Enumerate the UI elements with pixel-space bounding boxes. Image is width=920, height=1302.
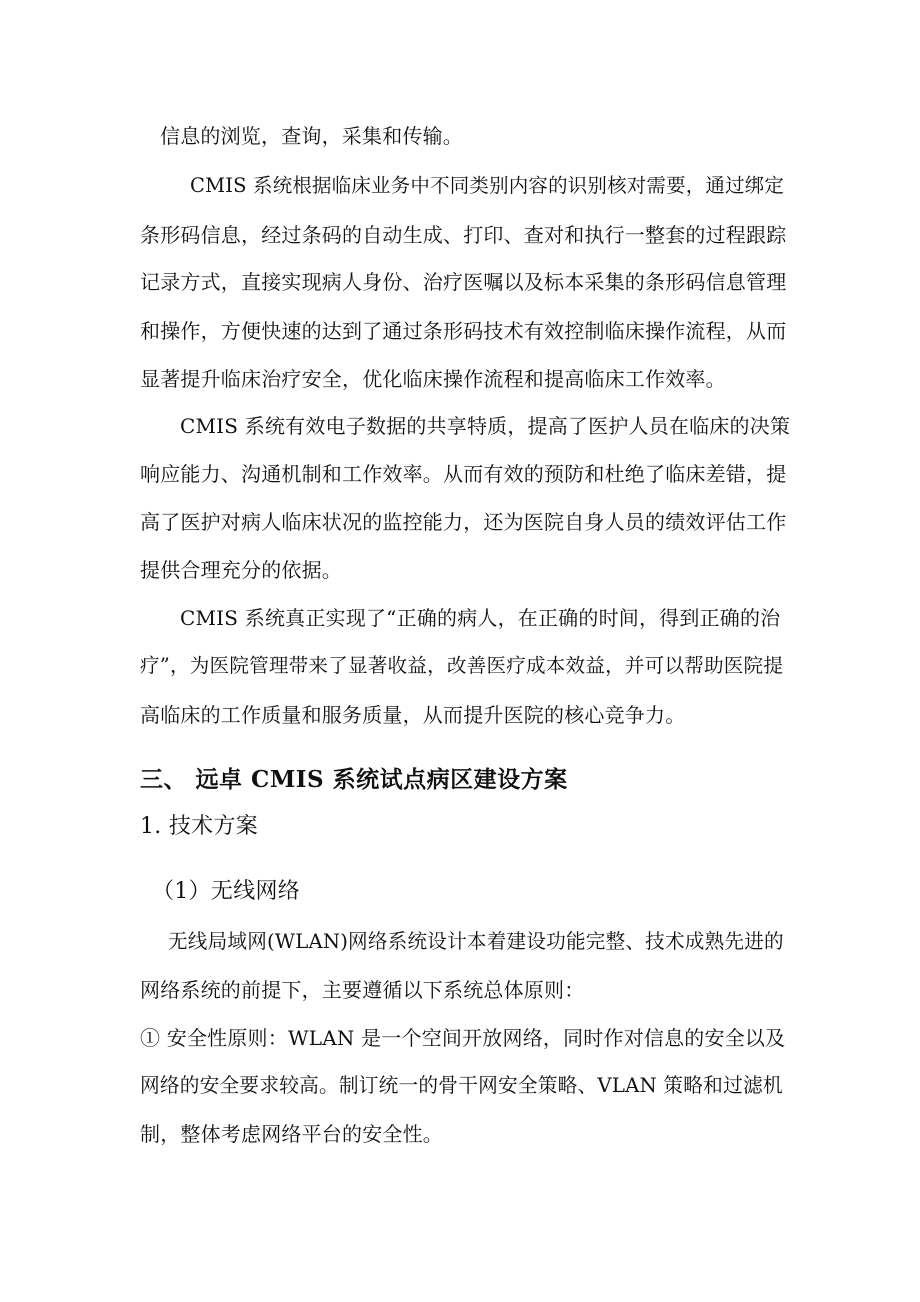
list-item-line: ① 安全性原则：WLAN 是一个空间开放网络，同时作对信息的安全以及 [140, 1026, 786, 1050]
section-heading: 三、 远卓 CMIS 系统试点病区建设方案 [140, 766, 568, 793]
paragraph-line: 记录方式，直接实现病人身份、治疗医嘱以及标本采集的条形码信息管理 [140, 270, 787, 294]
paragraph-line: CMIS 系统根据临床业务中不同类别内容的识别核对需要，通过绑定 [190, 174, 785, 197]
paragraph-line: 疗”，为医院管理带来了显著收益，改善医疗成本效益，并可以帮助医院提 [140, 654, 784, 677]
paragraph-line: 和操作，方便快速的达到了通过条形码技术有效控制临床操作流程，从而 [140, 319, 787, 343]
paragraph-line: 无线局域网(WLAN)网络系统设计本着建设功能完整、技术成熟先进的 [168, 930, 784, 953]
paragraph-line: 条形码信息，经过条码的自动生成、打印、查对和执行一整套的过程跟踪 [140, 223, 787, 247]
paragraph-line: 网络系统的前提下，主要遵循以下系统总体原则： [140, 978, 585, 1002]
paragraph-line: CMIS 系统真正实现了“正确的病人，在正确的时间，得到正确的治 [180, 606, 781, 630]
paragraph-line: 响应能力、沟通机制和工作效率。从而有效的预防和杜绝了临床差错，提 [140, 462, 787, 486]
paragraph-line: 高了医护对病人临床状况的监控能力，还为医院自身人员的绩效评估工作 [140, 510, 787, 534]
paragraph-line: 高临床的工作质量和服务质量，从而提升医院的核心竞争力。 [140, 703, 686, 727]
paragraph-line: CMIS 系统有效电子数据的共享特质，提高了医护人员在临床的决策 [180, 414, 791, 438]
paragraph-line: 显著提升临床治疗安全，优化临床操作流程和提高临床工作效率。 [140, 367, 726, 391]
paragraph-line: 信息的浏览，查询，采集和传输。 [160, 124, 463, 148]
sub-subsection-heading: （1）无线网络 [152, 879, 301, 904]
list-item-line: 制，整体考虑网络平台的安全性。 [140, 1122, 443, 1146]
list-item-line: 网络的安全要求较高。制订统一的骨干网安全策略、VLAN 策略和过滤机 [140, 1074, 783, 1097]
subsection-heading: 1. 技术方案 [140, 814, 259, 839]
paragraph-line: 提供合理充分的依据。 [140, 558, 342, 582]
